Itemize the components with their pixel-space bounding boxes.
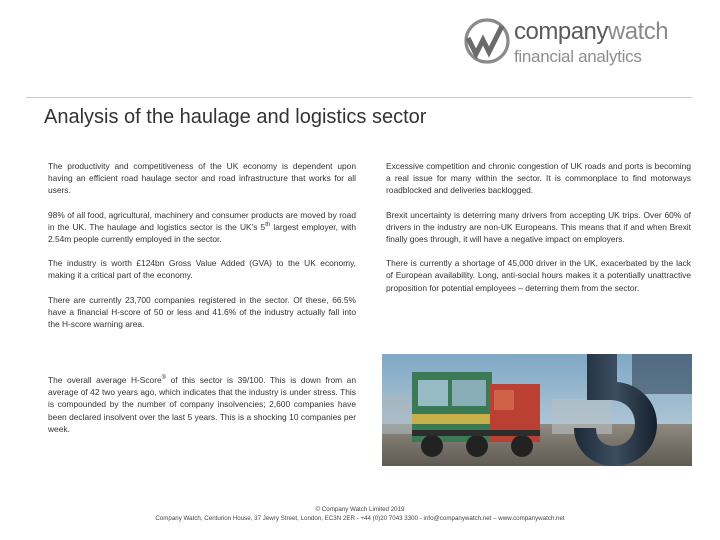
header-divider <box>26 97 692 98</box>
ordinal-superscript: th <box>265 222 271 229</box>
page-title: Analysis of the haulage and logistics sector <box>44 106 427 128</box>
logo-wordmark <box>514 18 668 46</box>
left-paragraph-2-text-end: largest employer, with 2.54m people currently employed in the sector. <box>48 221 357 245</box>
footer-copyright: © Company Watch Limited 2019 <box>315 506 405 513</box>
left-paragraph-4: There are currently 23,700 companies registered in the sector. Of these, 66.5% have a financial H-score of 50 or less and 41.6% of the industry actually fall into the H-score warning area. <box>48 294 356 330</box>
left-column <box>48 160 356 342</box>
truck-hook-photo <box>382 354 692 466</box>
logo-name-watch: watch <box>607 18 669 45</box>
truck-hook-image <box>382 354 692 466</box>
right-paragraph-3: There is currently a shortage of 45,000 driver in the UK, exacerbated by the lack of European availability. Long, anti-social hours makes it a potentially unattractive proposition for potential employees – deterring them from the sector. <box>386 258 691 293</box>
left-paragraph-5 <box>48 374 356 435</box>
left-paragraph-3: The industry is worth £124bn Gross Value Added (GVA) to the UK economy, making it a critical part of the economy. <box>48 258 356 281</box>
footer-address: Company Watch, Centurion House, 37 Jewry Street, London, EC3N 2ER - +44 (0)20 7043 3300 - info@companywatch.net – www.companywatch.net <box>155 515 565 522</box>
left-paragraph-2-text: 98% of all food, agricultural, machinery and consumer products are moved by road in the UK. The haulage and logistics sector is the UK's 5 <box>48 209 356 232</box>
left-paragraph-2 <box>48 209 356 246</box>
left-paragraph-5-text-end: of this sector is 39/100. This is down from an average of 42 two years ago, which indicates that the industry is under stress. This is compounded by the number of company insolvencies; 2,600 companies have been declared insolvent over the last 5 years. This is a shocking 10 companies per week. <box>48 375 356 434</box>
left-paragraph-1: The productivity and competitiveness of the UK economy is dependent upon having an efficient road haulage sector and road infrastructure that works for all users. <box>48 161 356 196</box>
right-paragraph-2: Brexit uncertainty is deterring many drivers from accepting UK trips. Over 60% of drivers in the industry are non-UK Europeans. This means that if and when Brexit finally goes through, it will have a negative impact on employers. <box>386 209 691 245</box>
registered-superscript: ® <box>161 375 167 382</box>
logo-name-company: company <box>514 18 608 45</box>
page-footer <box>0 505 720 523</box>
companywatch-logo-mark-icon <box>462 16 512 66</box>
left-paragraph-5-text: The overall average H-Score <box>48 375 162 385</box>
right-column <box>386 160 691 306</box>
logo-tagline: financial analytics <box>514 47 642 66</box>
company-logo <box>462 16 702 72</box>
right-paragraph-1: Excessive competition and chronic congestion of UK roads and ports is becoming a real issue for many within the sector. It is commonplace to find motorways roadblocked and deliveries backlogged. <box>386 161 691 196</box>
